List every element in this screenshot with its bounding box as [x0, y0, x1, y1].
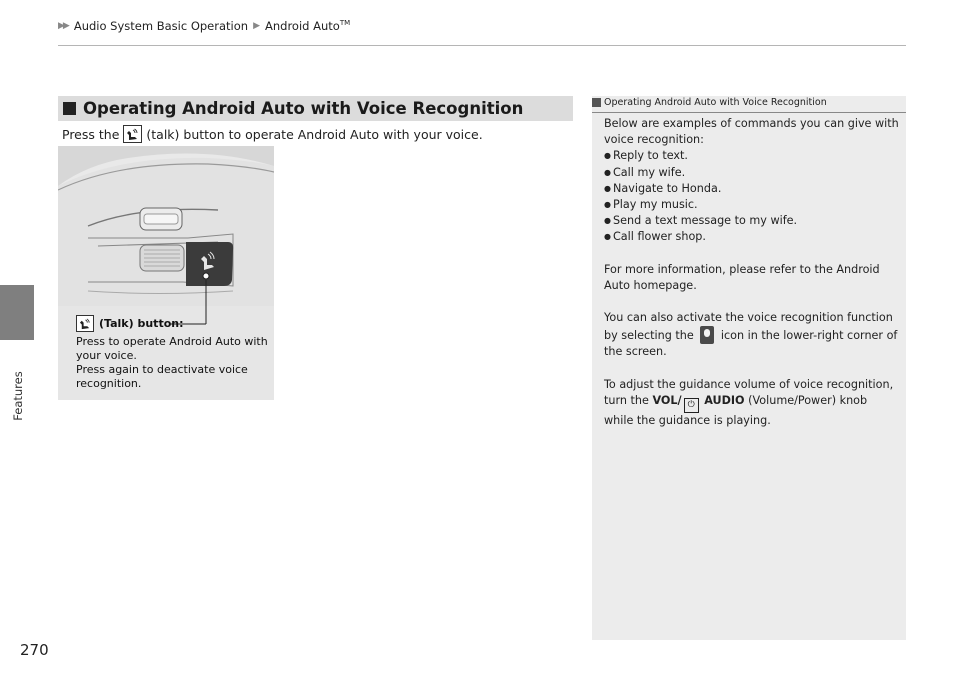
command-item: ● Send a text message to my wife.	[604, 213, 900, 229]
page-number: 270	[20, 641, 49, 659]
header-divider	[58, 45, 906, 46]
breadcrumb-arrow-icon: ▶	[253, 21, 260, 31]
section-header	[58, 96, 573, 121]
note-title: Operating Android Auto with Voice Recognition	[592, 97, 906, 108]
breadcrumb	[58, 19, 350, 33]
command-item: ● Call flower shop.	[604, 229, 900, 245]
adjust-volume-text: To adjust the guidance volume of voice recognition, turn the VOL/ ⏻ AUDIO (Volume/Power) knob while the guidance is playing.	[604, 377, 894, 427]
talk-button-icon	[123, 125, 142, 143]
callout-line-2: Press again to deactivate voice recognition.	[76, 363, 248, 390]
note-intro: Below are examples of commands you can give with voice recognition:	[604, 117, 899, 147]
breadcrumb-section[interactable]: Audio System Basic Operation	[73, 19, 249, 33]
talk-button-icon	[76, 315, 94, 332]
section-title: Operating Android Auto with Voice Recognition	[83, 99, 524, 118]
command-item: ● Navigate to Honda.	[604, 181, 900, 197]
side-tab-marker	[0, 285, 34, 340]
breadcrumb-page[interactable]: Android Auto™	[264, 19, 351, 33]
command-item: ● Reply to text.	[604, 148, 900, 164]
intro-text: Press the (talk) button to operate Android Auto with your voice.	[62, 126, 483, 142]
note-panel	[592, 96, 906, 640]
side-tab-label: Features	[11, 371, 25, 421]
command-item: ● Play my music.	[604, 197, 900, 213]
power-icon: ⏻	[684, 398, 699, 413]
section-square-icon	[63, 102, 76, 115]
microphone-icon	[700, 326, 714, 344]
callout-title: (Talk) button:	[99, 317, 184, 330]
activate-text: You can also activate the voice recognition function by selecting the icon in the lower-right corner of the screen.	[604, 311, 898, 359]
note-marker-icon	[592, 98, 601, 107]
steering-wheel-figure	[58, 146, 274, 400]
talk-button-callout	[76, 315, 272, 391]
command-list	[604, 148, 900, 245]
more-info-text: For more information, please refer to the Android Auto homepage.	[604, 262, 880, 292]
note-body	[604, 116, 900, 429]
breadcrumb-arrow-icon: ▶▶	[58, 21, 68, 31]
callout-line-1: Press to operate Android Auto with your voice.	[76, 335, 268, 362]
command-item: ● Call my wife.	[604, 165, 900, 181]
note-divider	[592, 112, 906, 113]
